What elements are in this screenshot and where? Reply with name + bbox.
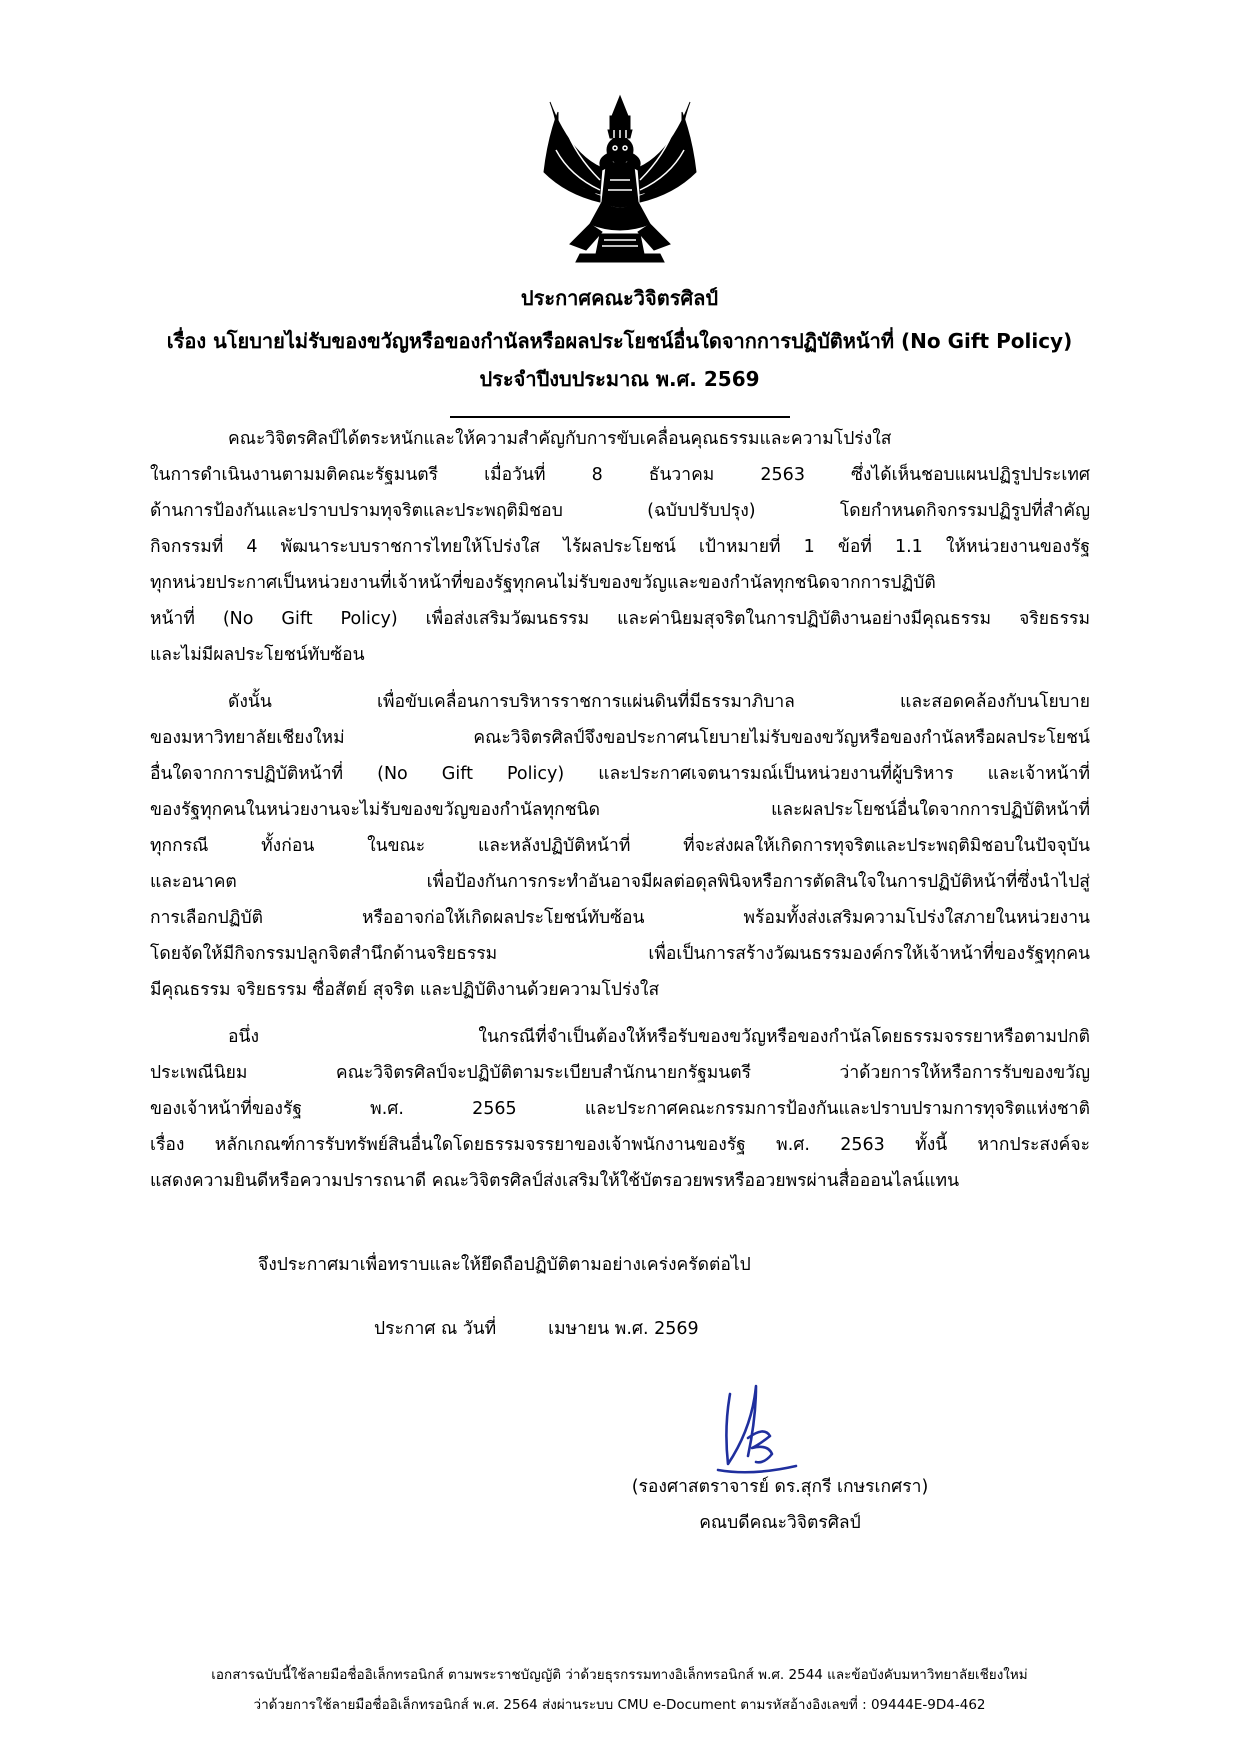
paragraph-3-line: แสดงความยินดีหรือความปรารถนาดี คณะวิจิตรศิลป์ส่งเสริมให้ใช้บัตรอวยพรหรืออวยพรผ่านสื่อออนไลน์แทน xyxy=(150,1171,960,1191)
paragraph-2-line: อื่นใดจากการปฏิบัติหน้าที่ (No Gift Policy) และประกาศเจตนารมณ์เป็นหน่วยงานที่ผู้บริหาร และเจ้าหน้าที่ xyxy=(150,764,1090,784)
paragraph-1-line: กิจกรรมที่ 4 พัฒนาระบบราชการไทยให้โปร่งใส ไร้ผลประโยชน์ เป้าหมายที่ 1 ข้อที่ 1.1 ให้หน่วยงานของรัฐ xyxy=(150,537,1090,557)
paragraph-1-line: ในการดำเนินงานตามมติคณะรัฐมนตรี เมื่อวันที่ 8 ธันวาคม 2563 ซึ่งได้เห็นชอบแผนปฏิรูปประเทศ xyxy=(150,465,1090,485)
paragraph-2-line: ทุกกรณี ทั้งก่อน ในขณะ และหลังปฏิบัติหน้าที่ ที่จะส่งผลให้เกิดการทุจริตและประพฤติมิชอบในปัจจุบัน xyxy=(150,836,1090,856)
paragraph-2-line: และอนาคต เพื่อป้องกันการกระทำอันอาจมีผลต่อดุลพินิจหรือการตัดสินใจในการปฏิบัติหน้าที่ซึ่งนำไปสู่ xyxy=(150,872,1090,892)
paragraph-3-line: ประเพณีนิยม คณะวิจิตรศิลป์จะปฏิบัติตามระเบียบสำนักนายกรัฐมนตรี ว่าด้วยการให้หรือการรับของขวัญ xyxy=(150,1063,1090,1083)
paragraph-1-line: ด้านการป้องกันและปราบปรามทุจริตและประพฤติมิชอบ (ฉบับปรับปรุง) โดยกำหนดกิจกรรมปฏิรูปที่สำคัญ xyxy=(150,501,1090,521)
signature xyxy=(712,1378,808,1476)
announcement-date xyxy=(374,1316,699,1342)
paragraph-1-line: และไม่มีผลประโยชน์ทับซ้อน xyxy=(150,645,365,665)
paragraph-1-line: คณะวิจิตรศิลป์ได้ตระหนักและให้ความสำคัญกับการขับเคลื่อนคุณธรรมและความโปร่งใส xyxy=(228,429,892,449)
paragraph-2-line: ดังนั้น เพื่อขับเคลื่อนการบริหารราชการแผ่นดินที่มีธรรมาภิบาล และสอดคล้องกับนโยบาย xyxy=(228,692,1090,712)
paragraph-2-line: โดยจัดให้มีกิจกรรมปลูกจิตสำนึกด้านจริยธรรม เพื่อเป็นการสร้างวัฒนธรรมองค์กรให้เจ้าหน้าที่ของรัฐทุกคน xyxy=(150,944,1090,964)
paragraph-2-line: มีคุณธรรม จริยธรรม ซื่อสัตย์ สุจริต และปฏิบัติงานด้วยความโปร่งใส xyxy=(150,980,660,1000)
paragraph-1-line: หน้าที่ (No Gift Policy) เพื่อส่งเสริมวัฒนธรรม และค่านิยมสุจริตในการปฏิบัติงานอย่างมีคุณธรรม จริยธรรม xyxy=(150,609,1090,629)
paragraph-3-line: เรื่อง หลักเกณฑ์การรับทรัพย์สินอื่นใดโดยธรรมจรรยาของเจ้าพนักงานของรัฐ พ.ศ. 2563 ทั้งนี้ หากประสงค์จะ xyxy=(150,1135,1090,1155)
date-month-year: เมษายน พ.ศ. 2569 xyxy=(548,1319,699,1339)
signer-name: (รองศาสตราจารย์ ดร.สุกรี เกษรเกศรา) xyxy=(631,1477,929,1497)
title-divider xyxy=(450,416,790,418)
announcement-subject: เรื่อง นโยบายไม่รับของขวัญหรือของกำนัลหรือผลประโยชน์อื่นใดจากการปฏิบัติหน้าที่ (No Gift Policy) xyxy=(166,329,1073,353)
announcement-title: ประกาศคณะวิจิตรศิลป์ xyxy=(520,286,719,310)
paragraph-3-line: อนึ่ง ในกรณีที่จำเป็นต้องให้หรือรับของขวัญหรือของกำนัลโดยธรรมจรรยาหรือตามปกติ xyxy=(228,1027,1090,1047)
paragraph-1-line: ทุกหน่วยประกาศเป็นหน่วยงานที่เจ้าหน้าที่ของรัฐทุกคนไม่รับของขวัญและของกำนัลทุกชนิดจากการปฏิบัติ xyxy=(150,573,936,593)
paragraph-2-line: การเลือกปฏิบัติ หรืออาจก่อให้เกิดผลประโยชน์ทับซ้อน พร้อมทั้งส่งเสริมความโปร่งใสภายในหน่วยงาน xyxy=(150,908,1090,928)
garuda-emblem xyxy=(540,94,700,264)
paragraph-2-line: ของรัฐทุกคนในหน่วยงานจะไม่รับของขวัญของกำนัลทุกชนิด และผลประโยชน์อื่นใดจากการปฏิบัติหน้าที่ xyxy=(150,800,1090,820)
footer-note-2: ว่าด้วยการใช้ลายมือชื่ออิเล็กทรอนิกส์ พ.ศ. 2564 ส่งผ่านระบบ CMU e-Document ตามรหัสอ้างอิงเลขที่ : 09444E-9D4-462 xyxy=(253,1697,986,1713)
closing-statement: จึงประกาศมาเพื่อทราบและให้ยึดถือปฏิบัติตามอย่างเคร่งครัดต่อไป xyxy=(258,1255,751,1275)
footer-note-1: เอกสารฉบับนี้ใช้ลายมือชื่ออิเล็กทรอนิกส์ ตามพระราชบัญญัติ ว่าด้วยธุรกรรมทางอิเล็กทรอนิกส์ พ.ศ. 2544 และข้อบังคับมหาวิทยาลัยเชียงใหม่ xyxy=(211,1667,1028,1683)
signer-position: คณบดีคณะวิจิตรศิลป์ xyxy=(699,1513,861,1533)
date-prefix: ประกาศ ณ วันที่ xyxy=(374,1319,497,1339)
paragraph-3-line: ของเจ้าหน้าที่ของรัฐ พ.ศ. 2565 และประกาศคณะกรรมการป้องกันและปราบปรามการทุจริตแห่งชาติ xyxy=(150,1099,1090,1119)
fiscal-year: ประจำปีงบประมาณ พ.ศ. 2569 xyxy=(479,367,760,391)
paragraph-2-line: ของมหาวิทยาลัยเชียงใหม่ คณะวิจิตรศิลป์จึงขอประกาศนโยบายไม่รับของขวัญหรือของกำนัลหรือผลประโยชน์ xyxy=(150,728,1090,748)
